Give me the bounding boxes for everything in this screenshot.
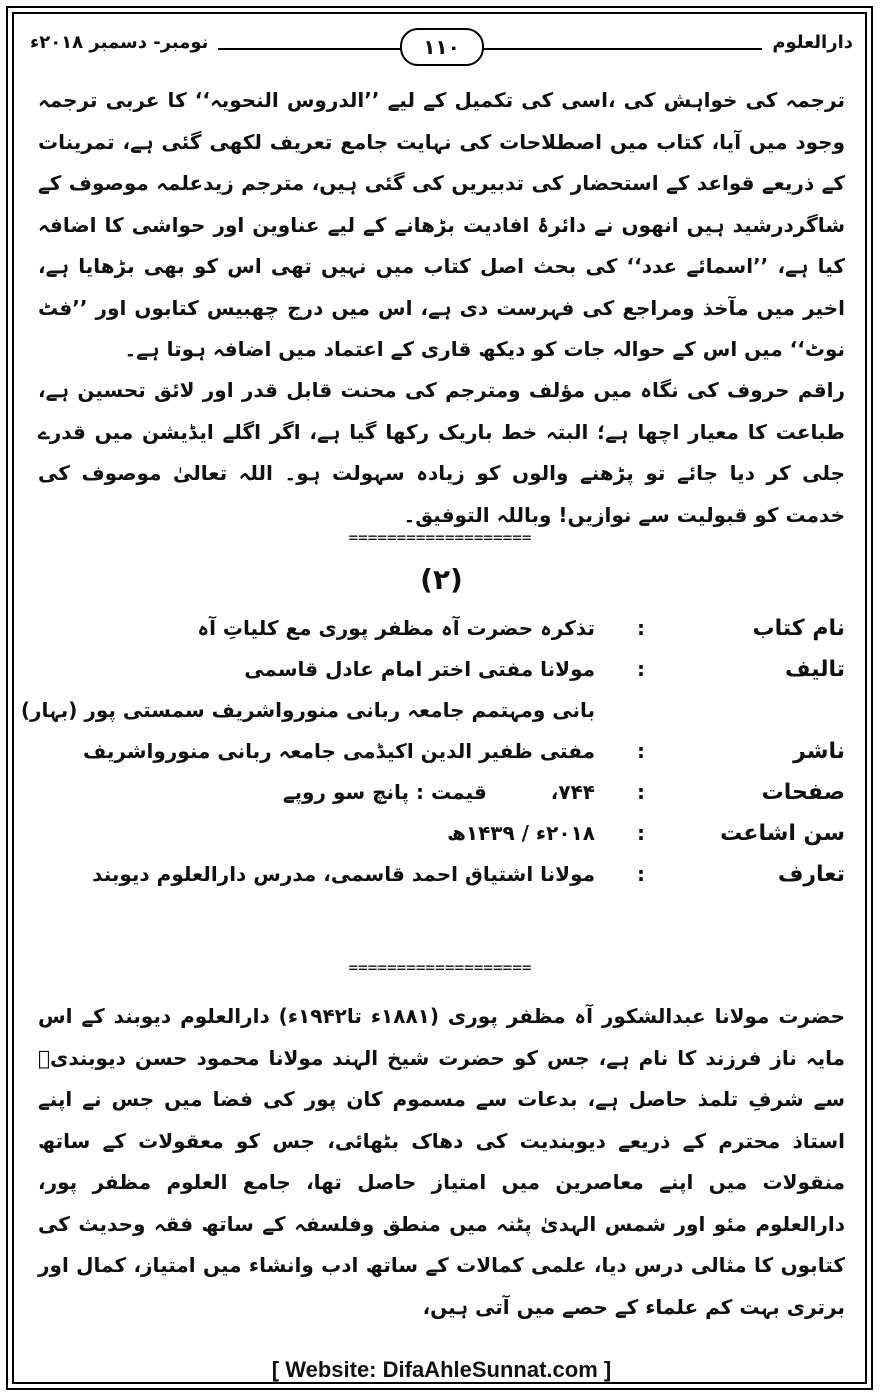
author-value: مولانا مفتی اختر امام عادل قاسمی xyxy=(244,657,595,681)
publisher-label: ناشر xyxy=(793,739,845,764)
info-row-year xyxy=(38,817,845,858)
publisher-value: مفتی ظفیر الدین اکیڈمی جامعہ ربانی منورواشریف xyxy=(83,739,595,763)
pages-count: ۷۴۴، xyxy=(550,780,595,804)
paragraph-3: حضرت مولانا عبدالشکور آہ مظفر پوری (۱۸۸۱ء تا۱۹۴۲ء) دارالعلوم دیوبند کے اس مایہ ناز فرزند کا نام ہے، جس کو حضرت شیخ الہند مولانا محمود حسن دیوبندیؒ سے شرفِ تلمذ حاصل ہے، بدعات سے مسموم کان پور کی فضا میں جس نے اپنے استاذ محترم کے ذریعے دیوبندیت کی دھاک بٹھائی، جس کو معقولات کے ساتھ منقولات میں اپنے معاصرین میں امتیاز حاصل تھا، جامع العلوم مظفر پور، دارالعلوم مئو اور شمس الہدیٰ پٹنہ میں منطق وفلسفہ کے ساتھ فقہ وحدیث کی کتابوں کا مثالی درس دیا، علمی کمالات کے ساتھ ادب وانشاء میں امتیاز، کمال اور برتری بہت کم علماء کے حصے میں آتی ہیں، xyxy=(38,1004,845,1319)
info-row-pages xyxy=(38,776,845,817)
year-label: سن اشاعت xyxy=(720,821,845,846)
section-number: (۲) xyxy=(420,563,463,596)
pages-value xyxy=(283,780,595,804)
pages-label: صفحات xyxy=(761,780,845,805)
author-label: تالیف xyxy=(785,657,845,682)
book-info xyxy=(20,612,845,899)
title-label: نام کتاب xyxy=(752,616,845,641)
colon: : xyxy=(637,780,645,804)
page-number: ۱۱۰ xyxy=(400,28,484,66)
author-extra: بانی ومہتمم جامعہ ربانی منورواشریف سمستی پور (بہار) xyxy=(20,698,595,722)
info-row-publisher xyxy=(38,735,845,776)
info-row-author xyxy=(38,653,845,694)
journal-name: دارالعلوم xyxy=(762,32,853,53)
intro-value: مولانا اشتیاق احمد قاسمی، مدرس دارالعلوم دیوبند xyxy=(92,862,595,886)
colon: : xyxy=(637,739,645,763)
info-row-intro xyxy=(38,858,845,899)
intro-label: تعارف xyxy=(777,862,845,887)
issue-date: نومبر- دسمبر ۲۰۱۸ء xyxy=(30,32,218,53)
separator-bottom: =================== xyxy=(348,958,532,977)
paragraph-1: ترجمہ کی خواہش کی ،اسی کی تکمیل کے لیے ’’الدروس النحویہ‘‘ کا عربی ترجمہ وجود میں آیا، کتاب میں اصطلاحات کی نہایت جامع تعریف لکھی گئی ہے، تمرینات کے ذریعے قواعد کے استحضار کی تدبیریں کی گئی ہیں، مترجم زیدعلمہ موصوف کے شاگردرشید ہیں انھوں نے دائرۂ افادیت بڑھانے کے لیے عناوین اور حواشی کا اضافہ کیا ہے، ’’اسمائے عدد‘‘ کی بحث اصل کتاب میں نہیں تھی اس کو بھی بڑھایا ہے، اخیر میں مآخذ ومراجع کی فہرست دی ہے، اس میں درج چھبیس کتابوں اور ’’فٹ نوٹ‘‘ میں اس کے حوالہ جات کو دیکھ قاری کے اعتماد میں اضافہ ہوتا ہے۔ xyxy=(38,88,846,361)
colon: : xyxy=(637,657,645,681)
title-value: تذکرہ حضرت آہ مظفر پوری مع کلیاتِ آہ xyxy=(197,616,595,640)
colon: : xyxy=(637,862,645,886)
price-value: قیمت : پانچ سو روپے xyxy=(282,780,487,804)
page-header xyxy=(30,28,853,68)
paragraph-2: راقم حروف کی نگاہ میں مؤلف ومترجم کی محنت قابل قدر اور لائق تحسین ہے، طباعت کا معیار اچھا ہے؛ البتہ خط باریک رکھا گیا ہے، اگر اگلے ایڈیشن میں قدرے جلی کر دیا جائے تو پڑھنے والوں کو زیادہ سہولت ہو۔ اللہ تعالیٰ موصوف کی خدمت کو قبولیت سے نوازیں! وباللہ التوفیق۔ xyxy=(38,378,845,527)
colon: : xyxy=(637,616,645,640)
colon: : xyxy=(637,821,645,845)
separator-top: =================== xyxy=(348,528,532,547)
year-value: ۲۰۱۸ء / ۱۴۳۹ھ xyxy=(447,821,595,845)
info-row-title xyxy=(38,612,845,653)
info-row-author-extra xyxy=(20,694,845,735)
website-footer: [ Website: DifaAhleSunnat.com ] xyxy=(271,1357,612,1382)
